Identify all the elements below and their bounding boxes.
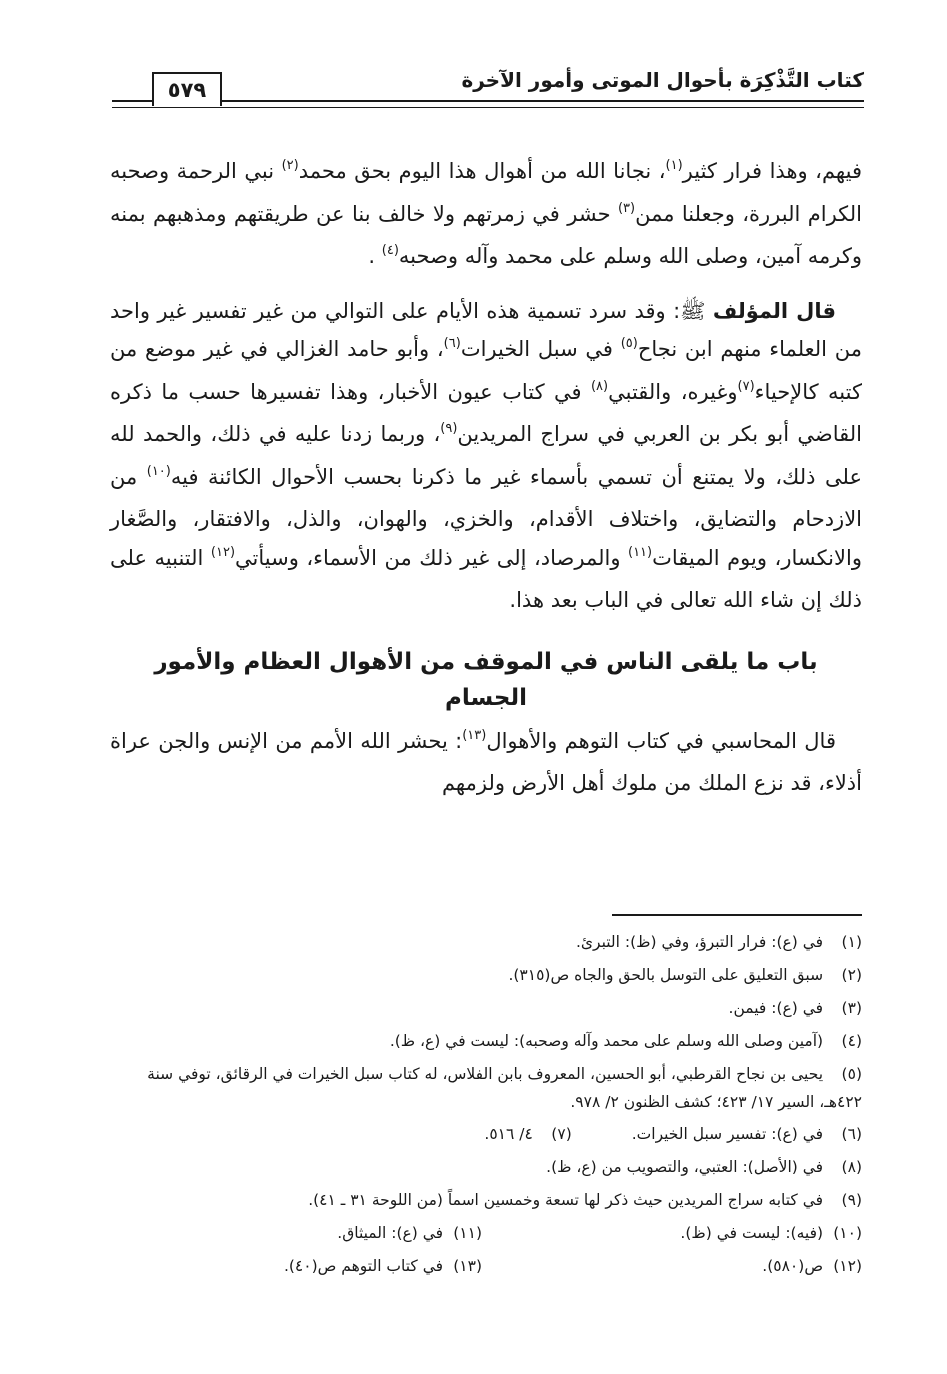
- footnote-number: (٩): [841, 1191, 862, 1209]
- footnote-ref[interactable]: (٣): [617, 200, 636, 216]
- text-span: التنبيه على ذلك إن شاء الله تعالى في الباب بعد هذا.: [110, 545, 862, 612]
- footnote-text: (فيه): ليست في (ظ).: [680, 1224, 824, 1242]
- text-span: في سبل الخيرات: [460, 337, 621, 361]
- footnote: [110, 1058, 862, 1118]
- footnote-text: ٤/ ٥١٦.: [484, 1125, 533, 1143]
- text-span: ، نجانا الله من أهوال هذا اليوم بحق محمد: [298, 159, 666, 183]
- footnote-number: (٣): [841, 999, 862, 1017]
- footnote-number: (٤): [841, 1032, 862, 1050]
- footnote-number: (١٣): [453, 1257, 482, 1275]
- footnote: [482, 1217, 862, 1250]
- footnote-number: (٢): [841, 966, 862, 984]
- paragraph-2: [110, 292, 862, 620]
- footnote: [110, 1184, 862, 1217]
- footnote-number: (١٠): [833, 1224, 862, 1242]
- footnote-text: في كتاب التوهم ص(٤٠).: [283, 1257, 444, 1275]
- footnote: [110, 1151, 862, 1184]
- footnote-number: (٨): [841, 1158, 862, 1176]
- footnote-row: [110, 1217, 862, 1250]
- text-span: حشر في زمرتهم ولا خالف بنا عن طريقتهم ومذهبهم بمنه وكرمه آمين، وصلى الله وسلم على محمد وآله وصحبه: [110, 201, 862, 268]
- footnote-text: سبق التعليق على التوسل بالحق والجاه ص(٣١٥).: [508, 966, 824, 984]
- footnote: [110, 926, 862, 959]
- footnote: [110, 1025, 862, 1058]
- footnotes-section: [110, 914, 862, 1283]
- footnote-ref[interactable]: (٤): [381, 243, 399, 258]
- text-span: وغيره، والقتبي: [608, 379, 738, 404]
- page-number: ٥٧٩: [152, 72, 222, 106]
- footnote-ref[interactable]: (٢): [281, 158, 299, 173]
- text-span: من الازدحام والتضايق، واختلاف الأقدام، والخزي، والهوان، والذل، والافتقار، والصَّغار والانكسار، ويوم الميقات: [110, 464, 862, 570]
- footnote-ref[interactable]: (١٢): [210, 544, 236, 560]
- paragraph-3: [110, 722, 862, 803]
- footnote-ref[interactable]: (١): [665, 158, 683, 173]
- footnote-ref[interactable]: (١٠): [146, 463, 171, 479]
- footnote: [162, 1217, 482, 1250]
- book-title: كتاب التَّذْكِرَة بأحوال الموتى وأمور الآخرة: [461, 68, 864, 92]
- footnote-text: يحيى بن نجاح القرطبي، أبو الحسين، المعروف بابن الفلاس، له كتاب سبل الخيرات في الرقائق، توفي سنة ٤٢٢هـ، السير ١٧/ ٤٢٣؛ كشف الظنون ٢/ ٩٧٨.: [147, 1065, 862, 1111]
- footnote-number: (٦): [841, 1125, 862, 1143]
- footnote-text: في (الأصل): العتبي، والتصويب من (ع، ظ).: [546, 1158, 824, 1176]
- footnote-text: في كتابه سراج المريدين حيث ذكر لها تسعة وخمسين اسماً (من اللوحة ٣١ ـ ٤١).: [308, 1191, 824, 1209]
- text-span: في كتاب عيون الأخبار، وهذا تفسيرها حسب ما ذكره القاضي أبو بكر بن العربي في سراج المريدين: [110, 379, 862, 446]
- footnote-ref[interactable]: (١٣): [462, 727, 487, 743]
- footnote-number: (٥): [841, 1065, 862, 1083]
- footnote: [110, 959, 862, 992]
- text-span: .: [368, 244, 382, 268]
- text-span: ، وأبو حامد الغزالي في غير موضع من كتبه كالإحياء: [110, 337, 862, 404]
- footnote: [110, 992, 862, 1025]
- text-span: ، وربما زدنا عليه في ذلك، والحمد لله على ذلك، ولا يمتنع أن تسمي بأسماء غير ما ذكرنا بحسب الأحوال الكائنة فيه: [110, 422, 862, 489]
- footnote-row: [110, 1250, 862, 1283]
- footnote-number: (١٢): [833, 1257, 862, 1275]
- footnote-number: (٧): [551, 1125, 572, 1143]
- footnote-ref[interactable]: (٨): [590, 378, 609, 394]
- footnote-ref[interactable]: (٧): [737, 378, 755, 394]
- text-span: ﷺ: وقد سرد تسمية هذه الأيام على التوالي من غير تفسير غير واحد من العلماء منهم ابن نجاح: [110, 298, 862, 361]
- footnote-text: (آمين وصلى الله وسلم على محمد وآله وصحبه): ليست في (ع، ظ).: [389, 1032, 824, 1050]
- text-span: قال المحاسبي في كتاب التوهم والأهوال: [486, 728, 836, 753]
- chapter-heading: باب ما يلقى الناس في الموقف من الأهوال العظام والأمور الجسام: [154, 648, 818, 711]
- text-span: نبي الرحمة وصحبه الكرام البررة، وجعلنا ممن: [110, 159, 862, 226]
- text-span: فيهم، وهذا فرار كثير: [682, 159, 862, 183]
- footnote-ref[interactable]: (١١): [628, 544, 653, 560]
- header-rule-thin: [112, 107, 864, 108]
- text-span: : يحشر الله الأمم من الإنس والجن عراة أذلاء، قد نزع الملك من ملوك أهل الأرض ولزمهم: [110, 728, 862, 795]
- footnote: [110, 1118, 862, 1151]
- footnote-number: (١): [841, 933, 862, 951]
- text-span: والمرصاد، إلى غير ذلك من الأسماء، وسيأتي: [235, 545, 628, 570]
- footnote-text: في (ع): فيمن.: [728, 999, 824, 1017]
- footnote: [162, 1250, 482, 1283]
- footnote-text: في (ع): فرار التبرؤ، وفي (ظ): التبرئ.: [575, 933, 824, 951]
- footnote-ref[interactable]: (٩): [440, 421, 458, 436]
- header-rule: [112, 100, 864, 102]
- footnote-ref[interactable]: (٥): [620, 336, 638, 351]
- main-text: [110, 152, 862, 803]
- author-lead: قال المؤلف: [712, 298, 837, 323]
- footnote: [482, 1250, 862, 1283]
- footnote-number: (١١): [453, 1224, 482, 1242]
- paragraph-1: [110, 152, 862, 280]
- footnote-text: في (ع): الميثاق.: [337, 1224, 444, 1242]
- running-header: [112, 64, 864, 122]
- footnote-separator: [612, 914, 862, 916]
- footnote-ref[interactable]: (٦): [443, 336, 461, 351]
- footnote-text: في (ع): تفسير سبل الخيرات.: [631, 1125, 824, 1143]
- footnote-text: ص(٥٨٠).: [762, 1257, 824, 1275]
